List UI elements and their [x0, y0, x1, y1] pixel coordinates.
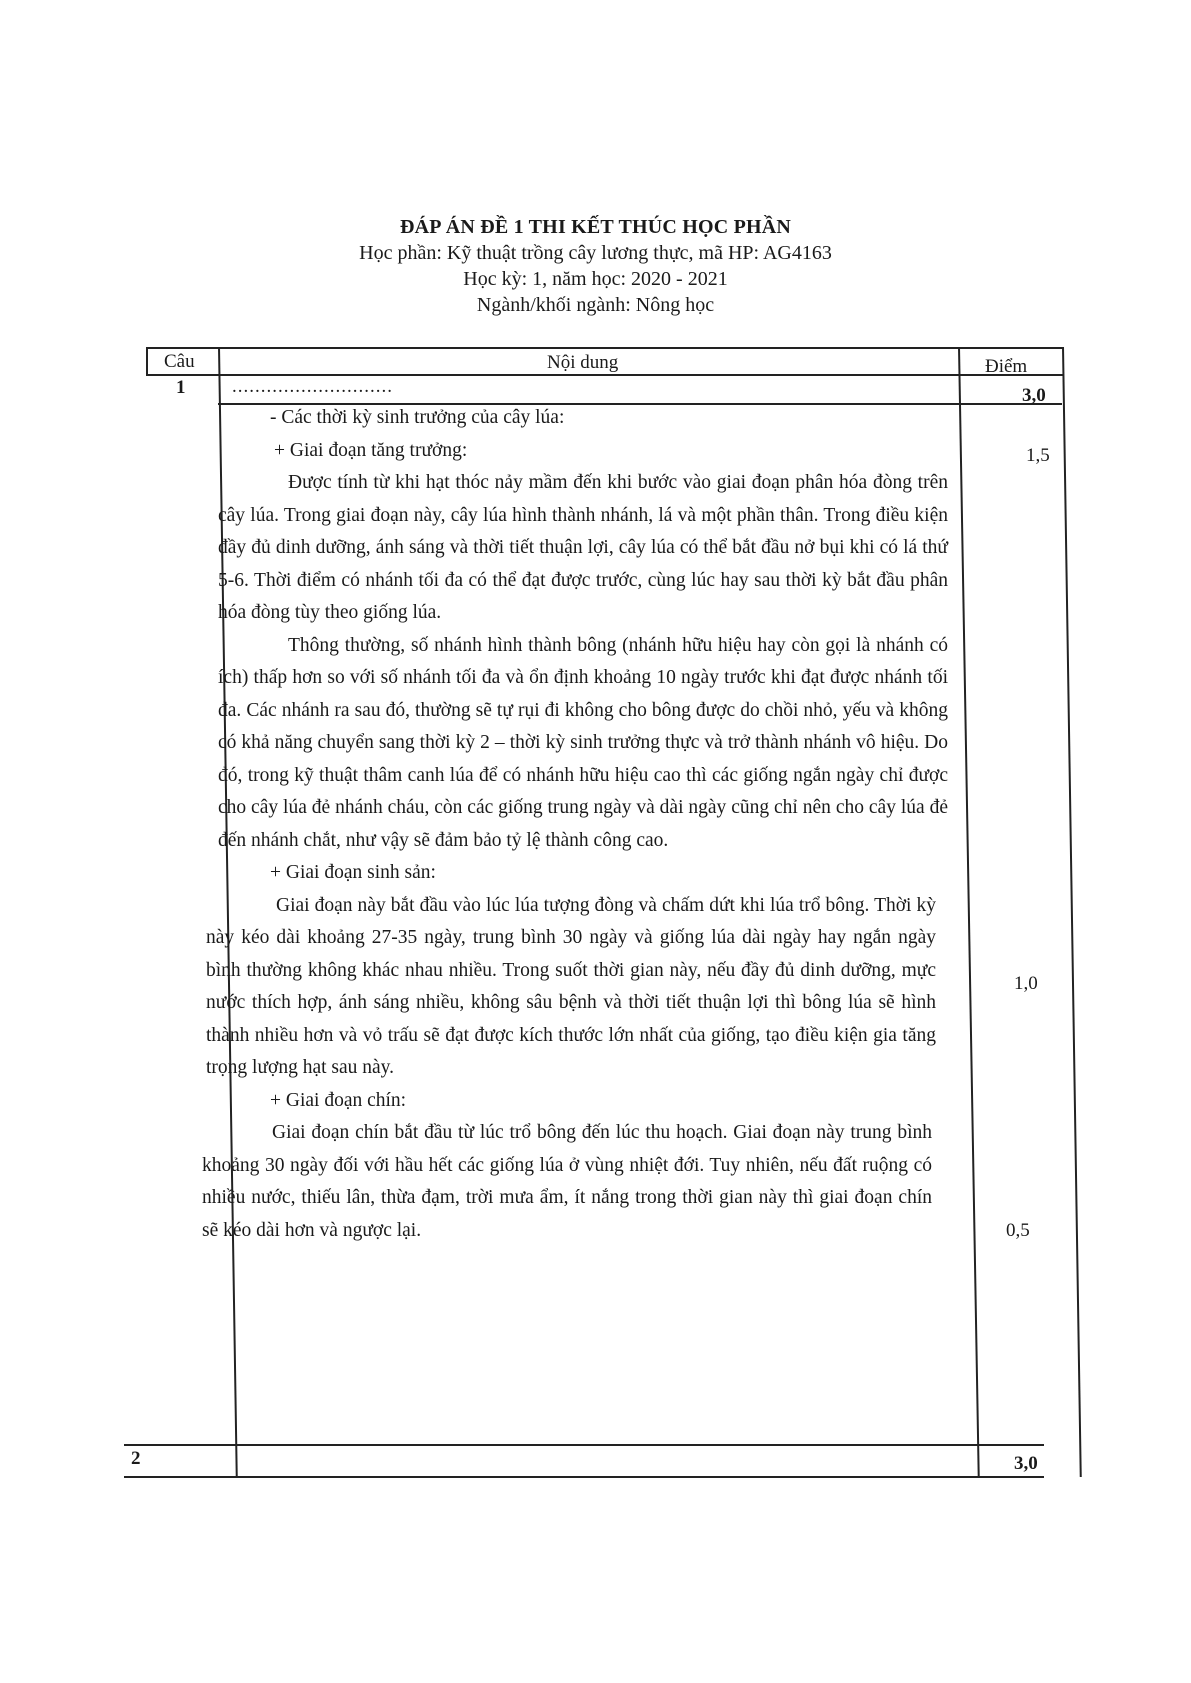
course-line: Học phần: Kỹ thuật trồng cây lương thực, mã HP: AG4163 — [359, 242, 832, 264]
score-column-divider — [958, 347, 979, 1477]
stage1-heading: + Giai đoạn tăng trưởng: — [274, 439, 468, 461]
stage1-paragraph-1: Được tính từ khi hạt thóc nảy mầm đến khi bước vào giai đoạn phân hóa đòng trên cây lúa. Trong giai đoạn này, cây lúa hình thành nhánh, lá và một phần thân. Trong điều kiện đầy đủ dinh dưỡng, ánh sáng và thời tiết thuận lợi, cây lúa có thể bắt đầu nở bụi khi có lá thứ 5-6. Thời điểm có nhánh tối đa có thể đạt được trước, cùng lúc hay sau thời kỳ bắt đầu phân hóa đòng tùy theo giống lúa. — [218, 472, 948, 623]
stage2-score: 1,0 — [1014, 973, 1038, 994]
stage3-heading: + Giai đoạn chín: — [270, 1089, 407, 1111]
question-number-2: 2 — [131, 1448, 141, 1469]
stage3-paragraph: Giai đoạn chín bắt đầu từ lúc trổ bông đến lúc thu hoạch. Giai đoạn này trung bình khoảng 30 ngày đối với hầu hết các giống lúa ở vùng nhiệt đới. Tuy nhiên, nếu đất ruộng có nhiều nước, thiếu lân, thừa đạm, trời mưa ẩm, ít nắng trong thời gian này thì giai đoạn chín sẽ kéo dài hơn và ngược lại. — [202, 1122, 932, 1241]
column-header-question: Câu — [164, 351, 195, 372]
stage1-score: 1,5 — [1026, 445, 1050, 466]
question-1-answer-content — [204, 403, 946, 1247]
table-border-right — [1062, 347, 1081, 1477]
question-2-total-score: 3,0 — [1014, 1453, 1038, 1474]
stage3-score: 0,5 — [1006, 1220, 1030, 1241]
column-header-content: Nội dung — [547, 352, 619, 373]
row2-top-border — [124, 1444, 1044, 1446]
stage2-paragraph: Giai đoạn này bắt đầu vào lúc lúa tượng đòng và chấm dứt khi lúa trổ bông. Thời kỳ này kéo dài khoảng 27-35 ngày, trung bình 30 ngày và giống lúa dài ngày hay ngắn ngày bình thường không khác nhau nhiều. Trong suốt thời gian này, nếu đầy đủ dinh dưỡng, mực nước thích hợp, ánh sáng nhiều, không sâu bệnh và thời tiết thuận lợi thì bông lúa sẽ hình thành nhiều hơn và vỏ trấu sẽ đạt được kích thước lớn nhất của giống, tạo điều kiện gia tăng trọng lượng hạt sau này. — [206, 894, 936, 1078]
table-border-bottom — [124, 1476, 1044, 1478]
document-title: ĐÁP ÁN ĐỀ 1 THI KẾT THÚC HỌC PHẦN — [399, 216, 792, 238]
growth-stages-intro: - Các thời kỳ sinh trưởng của cây lúa: — [270, 407, 565, 428]
term-line: Học kỳ: 1, năm học: 2020 - 2021 — [463, 268, 728, 290]
question-1-total-score: 3,0 — [1022, 385, 1046, 406]
question-number-1: 1 — [176, 377, 186, 398]
column-header-score: Điểm — [985, 356, 1028, 377]
answer-placeholder-dots: ............................ — [232, 376, 393, 397]
major-line: Ngành/khối ngành: Nông học — [476, 294, 715, 316]
table-border-left — [146, 347, 148, 375]
stage2-heading: + Giai đoạn sinh sản: — [270, 862, 436, 883]
stage1-paragraph-2: Thông thường, số nhánh hình thành bông (nhánh hữu hiệu hay còn gọi là nhánh có ích) thấp hơn so với số nhánh tối đa và ổn định khoảng 10 ngày trước khi đạt được nhánh tối đa. Các nhánh ra sau đó, thường sẽ tự rụi đi không cho bông được do chồi nhỏ, yếu và không có khả năng chuyển sang thời kỳ 2 – thời kỳ sinh trưởng thực và trở thành nhánh vô hiệu. Do đó, trong kỹ thuật thâm canh lúa để có nhánh hữu hiệu cao thì các giống ngắn ngày chỉ được cho cây lúa đẻ nhánh cháu, còn các giống trung ngày và dài ngày cũng chỉ nên cho cây lúa đẻ đến nhánh chắt, như vậy sẽ đảm bảo tỷ lệ thành công cao. — [218, 634, 948, 851]
table-border-top — [146, 347, 1063, 349]
